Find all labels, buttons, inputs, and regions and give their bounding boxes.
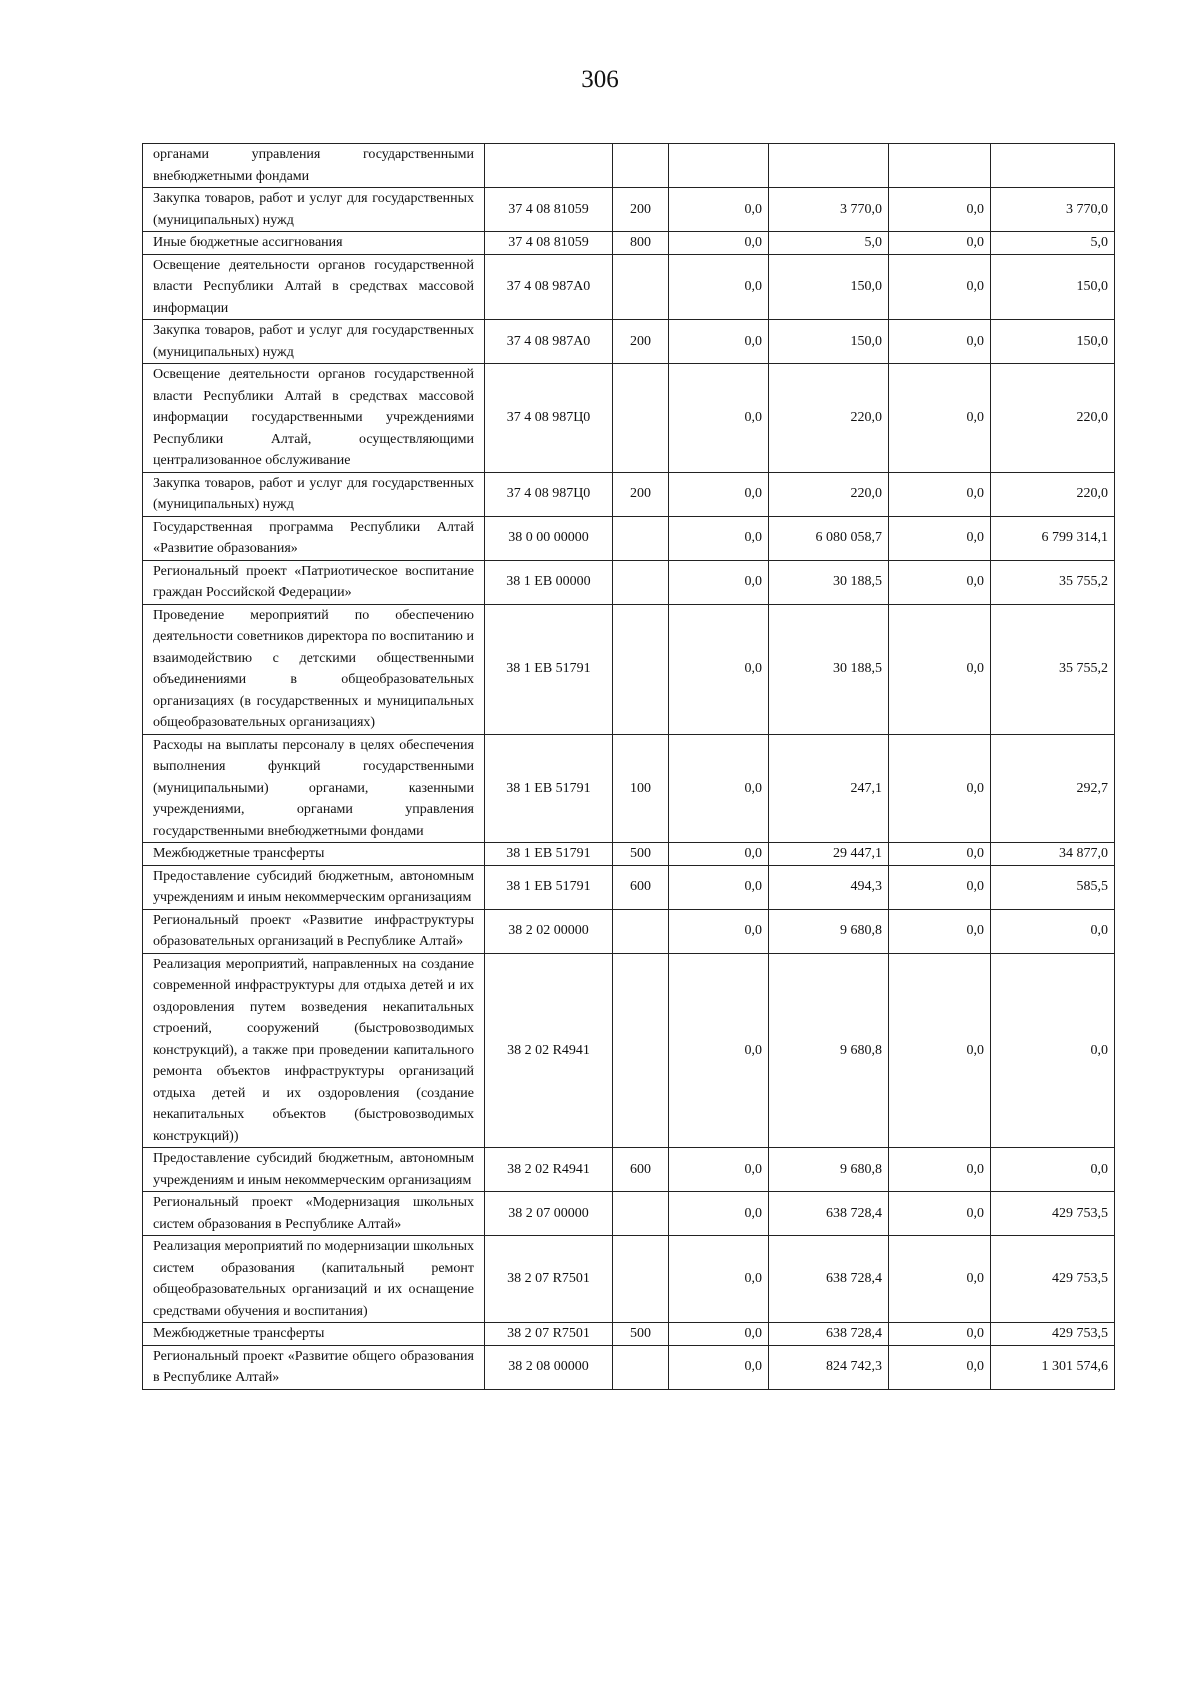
row-expense-type-cell: 600	[613, 1148, 669, 1192]
row-name-cell: Закупка товаров, работ и услуг для государственных (муниципальных) нужд	[143, 472, 485, 516]
row-code-cell	[485, 144, 613, 188]
row-name-cell: Расходы на выплаты персоналу в целях обеспечения выполнения функций государственными (муниципальными) органами, казенными учреждениями, органами управления государственными внебюджетными фондами	[143, 734, 485, 843]
row-code-cell: 38 2 07 00000	[485, 1192, 613, 1236]
row-amount-cell-2: 638 728,4	[769, 1192, 889, 1236]
row-expense-type-cell	[613, 560, 669, 604]
row-code-cell: 37 4 08 987Ц0	[485, 364, 613, 473]
row-name-cell: Иные бюджетные ассигнования	[143, 232, 485, 255]
row-amount-cell-1: 0,0	[669, 232, 769, 255]
row-expense-type-cell	[613, 516, 669, 560]
table-row	[143, 865, 1115, 909]
row-expense-type-cell: 500	[613, 1323, 669, 1346]
row-amount-cell-4: 0,0	[991, 909, 1115, 953]
row-amount-cell-2: 9 680,8	[769, 909, 889, 953]
row-code-cell: 37 4 08 987А0	[485, 320, 613, 364]
row-amount-cell-4: 6 799 314,1	[991, 516, 1115, 560]
row-name-cell: Межбюджетные трансферты	[143, 1323, 485, 1346]
row-code-cell: 38 1 ЕВ 00000	[485, 560, 613, 604]
row-expense-type-cell: 500	[613, 843, 669, 866]
row-amount-cell-3	[889, 144, 991, 188]
row-amount-cell-3: 0,0	[889, 604, 991, 734]
row-amount-cell-4: 34 877,0	[991, 843, 1115, 866]
row-expense-type-cell	[613, 1345, 669, 1389]
row-amount-cell-4: 150,0	[991, 320, 1115, 364]
table-row	[143, 472, 1115, 516]
row-amount-cell-2: 150,0	[769, 320, 889, 364]
table-row	[143, 953, 1115, 1148]
row-name-cell: Межбюджетные трансферты	[143, 843, 485, 866]
row-expense-type-cell	[613, 254, 669, 320]
row-expense-type-cell	[613, 1236, 669, 1323]
row-amount-cell-1: 0,0	[669, 1236, 769, 1323]
row-amount-cell-1	[669, 144, 769, 188]
row-amount-cell-3: 0,0	[889, 1148, 991, 1192]
row-amount-cell-1: 0,0	[669, 953, 769, 1148]
row-amount-cell-3: 0,0	[889, 472, 991, 516]
row-name-cell: Региональный проект «Развитие общего образования в Республике Алтай»	[143, 1345, 485, 1389]
row-amount-cell-4: 292,7	[991, 734, 1115, 843]
row-code-cell: 38 2 08 00000	[485, 1345, 613, 1389]
row-name-cell: Освещение деятельности органов государственной власти Республики Алтай в средствах массовой информации	[143, 254, 485, 320]
row-amount-cell-2: 494,3	[769, 865, 889, 909]
table-row	[143, 1323, 1115, 1346]
row-name-cell: Региональный проект «Развитие инфраструктуры образовательных организаций в Республике Алтай»	[143, 909, 485, 953]
table-row	[143, 734, 1115, 843]
row-name-cell: Закупка товаров, работ и услуг для государственных (муниципальных) нужд	[143, 188, 485, 232]
row-expense-type-cell	[613, 909, 669, 953]
row-amount-cell-1: 0,0	[669, 604, 769, 734]
row-name-cell: Реализация мероприятий, направленных на создание современной инфраструктуры для отдыха детей и их оздоровления путем возведения некапитальных строений, сооружений (быстровозводимых конструкций), а также при проведении капитального ремонта объектов инфраструктуры организаций отдыха детей и их оздоровления (создание некапитальных объектов (быстровозводимых конструкций))	[143, 953, 485, 1148]
row-amount-cell-2: 220,0	[769, 472, 889, 516]
row-amount-cell-2: 9 680,8	[769, 953, 889, 1148]
table-row	[143, 144, 1115, 188]
row-expense-type-cell	[613, 953, 669, 1148]
table-row	[143, 843, 1115, 866]
row-amount-cell-3: 0,0	[889, 320, 991, 364]
row-amount-cell-1: 0,0	[669, 188, 769, 232]
row-amount-cell-2: 30 188,5	[769, 560, 889, 604]
row-amount-cell-2: 29 447,1	[769, 843, 889, 866]
row-amount-cell-3: 0,0	[889, 909, 991, 953]
row-amount-cell-1: 0,0	[669, 364, 769, 473]
table-row	[143, 1236, 1115, 1323]
row-code-cell: 38 1 ЕВ 51791	[485, 843, 613, 866]
row-amount-cell-1: 0,0	[669, 320, 769, 364]
row-amount-cell-3: 0,0	[889, 843, 991, 866]
row-amount-cell-1: 0,0	[669, 1345, 769, 1389]
row-amount-cell-2: 9 680,8	[769, 1148, 889, 1192]
row-expense-type-cell	[613, 1192, 669, 1236]
row-amount-cell-2: 5,0	[769, 232, 889, 255]
table-row	[143, 364, 1115, 473]
table-row	[143, 909, 1115, 953]
row-amount-cell-3: 0,0	[889, 1345, 991, 1389]
row-amount-cell-2: 150,0	[769, 254, 889, 320]
row-name-cell: Региональный проект «Патриотическое воспитание граждан Российской Федерации»	[143, 560, 485, 604]
table-row	[143, 320, 1115, 364]
row-expense-type-cell: 200	[613, 472, 669, 516]
row-name-cell: Предоставление субсидий бюджетным, автономным учреждениям и иным некоммерческим организациям	[143, 865, 485, 909]
table-row	[143, 560, 1115, 604]
row-amount-cell-2: 638 728,4	[769, 1236, 889, 1323]
row-code-cell: 38 2 07 R7501	[485, 1323, 613, 1346]
row-amount-cell-1: 0,0	[669, 843, 769, 866]
row-code-cell: 38 1 ЕВ 51791	[485, 865, 613, 909]
row-amount-cell-3: 0,0	[889, 364, 991, 473]
row-name-cell: Государственная программа Республики Алтай «Развитие образования»	[143, 516, 485, 560]
row-expense-type-cell: 800	[613, 232, 669, 255]
row-amount-cell-3: 0,0	[889, 734, 991, 843]
row-amount-cell-3: 0,0	[889, 865, 991, 909]
table-row	[143, 604, 1115, 734]
table-row	[143, 188, 1115, 232]
table-row	[143, 254, 1115, 320]
row-amount-cell-2: 30 188,5	[769, 604, 889, 734]
row-amount-cell-1: 0,0	[669, 909, 769, 953]
row-expense-type-cell	[613, 364, 669, 473]
row-amount-cell-2: 638 728,4	[769, 1323, 889, 1346]
row-amount-cell-4: 220,0	[991, 472, 1115, 516]
row-amount-cell-4: 1 301 574,6	[991, 1345, 1115, 1389]
row-amount-cell-3: 0,0	[889, 560, 991, 604]
row-expense-type-cell: 200	[613, 188, 669, 232]
row-amount-cell-2: 220,0	[769, 364, 889, 473]
row-amount-cell-2: 824 742,3	[769, 1345, 889, 1389]
row-name-cell: Реализация мероприятий по модернизации школьных систем образования (капитальный ремонт общеобразовательных организаций и их оснащение средствами обучения и воспитания)	[143, 1236, 485, 1323]
row-expense-type-cell: 100	[613, 734, 669, 843]
row-code-cell: 37 4 08 81059	[485, 232, 613, 255]
row-code-cell: 38 2 02 00000	[485, 909, 613, 953]
row-amount-cell-2: 247,1	[769, 734, 889, 843]
row-amount-cell-3: 0,0	[889, 953, 991, 1148]
row-code-cell: 38 0 00 00000	[485, 516, 613, 560]
row-amount-cell-1: 0,0	[669, 1192, 769, 1236]
row-code-cell: 37 4 08 987Ц0	[485, 472, 613, 516]
row-amount-cell-4: 0,0	[991, 953, 1115, 1148]
row-amount-cell-1: 0,0	[669, 1148, 769, 1192]
row-code-cell: 38 2 02 R4941	[485, 953, 613, 1148]
row-amount-cell-3: 0,0	[889, 1236, 991, 1323]
budget-table	[142, 143, 1115, 1390]
row-name-cell: органами управления государственными внебюджетными фондами	[143, 144, 485, 188]
row-name-cell: Предоставление субсидий бюджетным, автономным учреждениям и иным некоммерческим организациям	[143, 1148, 485, 1192]
row-code-cell: 38 2 07 R7501	[485, 1236, 613, 1323]
row-name-cell: Закупка товаров, работ и услуг для государственных (муниципальных) нужд	[143, 320, 485, 364]
row-amount-cell-4: 35 755,2	[991, 604, 1115, 734]
row-expense-type-cell	[613, 144, 669, 188]
row-amount-cell-4: 429 753,5	[991, 1192, 1115, 1236]
table-row	[143, 1192, 1115, 1236]
row-amount-cell-4: 150,0	[991, 254, 1115, 320]
table-row	[143, 1148, 1115, 1192]
row-amount-cell-4: 5,0	[991, 232, 1115, 255]
table-row	[143, 232, 1115, 255]
row-name-cell: Региональный проект «Модернизация школьных систем образования в Республике Алтай»	[143, 1192, 485, 1236]
row-amount-cell-1: 0,0	[669, 734, 769, 843]
row-amount-cell-1: 0,0	[669, 1323, 769, 1346]
row-code-cell: 38 1 ЕВ 51791	[485, 734, 613, 843]
row-amount-cell-2	[769, 144, 889, 188]
row-amount-cell-4: 585,5	[991, 865, 1115, 909]
row-amount-cell-1: 0,0	[669, 560, 769, 604]
row-amount-cell-2: 6 080 058,7	[769, 516, 889, 560]
row-amount-cell-1: 0,0	[669, 865, 769, 909]
page-number: 306	[581, 66, 619, 93]
row-name-cell: Проведение мероприятий по обеспечению деятельности советников директора по воспитанию и взаимодействию с детскими общественными объединениями в общеобразовательных организациях (в государственных и муниципальных общеобразовательных организациях)	[143, 604, 485, 734]
table-row	[143, 1345, 1115, 1389]
row-expense-type-cell	[613, 604, 669, 734]
row-code-cell: 37 4 08 987А0	[485, 254, 613, 320]
row-amount-cell-4: 35 755,2	[991, 560, 1115, 604]
row-code-cell: 38 2 02 R4941	[485, 1148, 613, 1192]
row-code-cell: 38 1 ЕВ 51791	[485, 604, 613, 734]
row-amount-cell-4: 429 753,5	[991, 1323, 1115, 1346]
row-amount-cell-3: 0,0	[889, 254, 991, 320]
row-amount-cell-1: 0,0	[669, 516, 769, 560]
row-amount-cell-3: 0,0	[889, 1192, 991, 1236]
row-amount-cell-2: 3 770,0	[769, 188, 889, 232]
row-amount-cell-3: 0,0	[889, 516, 991, 560]
row-amount-cell-4: 220,0	[991, 364, 1115, 473]
row-amount-cell-1: 0,0	[669, 254, 769, 320]
row-name-cell: Освещение деятельности органов государственной власти Республики Алтай в средствах массовой информации государственными учреждениями Республики Алтай, осуществляющими централизованное обслуживание	[143, 364, 485, 473]
row-amount-cell-4: 429 753,5	[991, 1236, 1115, 1323]
row-amount-cell-4: 3 770,0	[991, 188, 1115, 232]
row-expense-type-cell: 600	[613, 865, 669, 909]
row-amount-cell-4	[991, 144, 1115, 188]
row-amount-cell-3: 0,0	[889, 232, 991, 255]
table-row	[143, 516, 1115, 560]
table-body	[143, 144, 1115, 1390]
row-code-cell: 37 4 08 81059	[485, 188, 613, 232]
row-amount-cell-3: 0,0	[889, 1323, 991, 1346]
row-amount-cell-4: 0,0	[991, 1148, 1115, 1192]
row-amount-cell-1: 0,0	[669, 472, 769, 516]
row-expense-type-cell: 200	[613, 320, 669, 364]
row-amount-cell-3: 0,0	[889, 188, 991, 232]
